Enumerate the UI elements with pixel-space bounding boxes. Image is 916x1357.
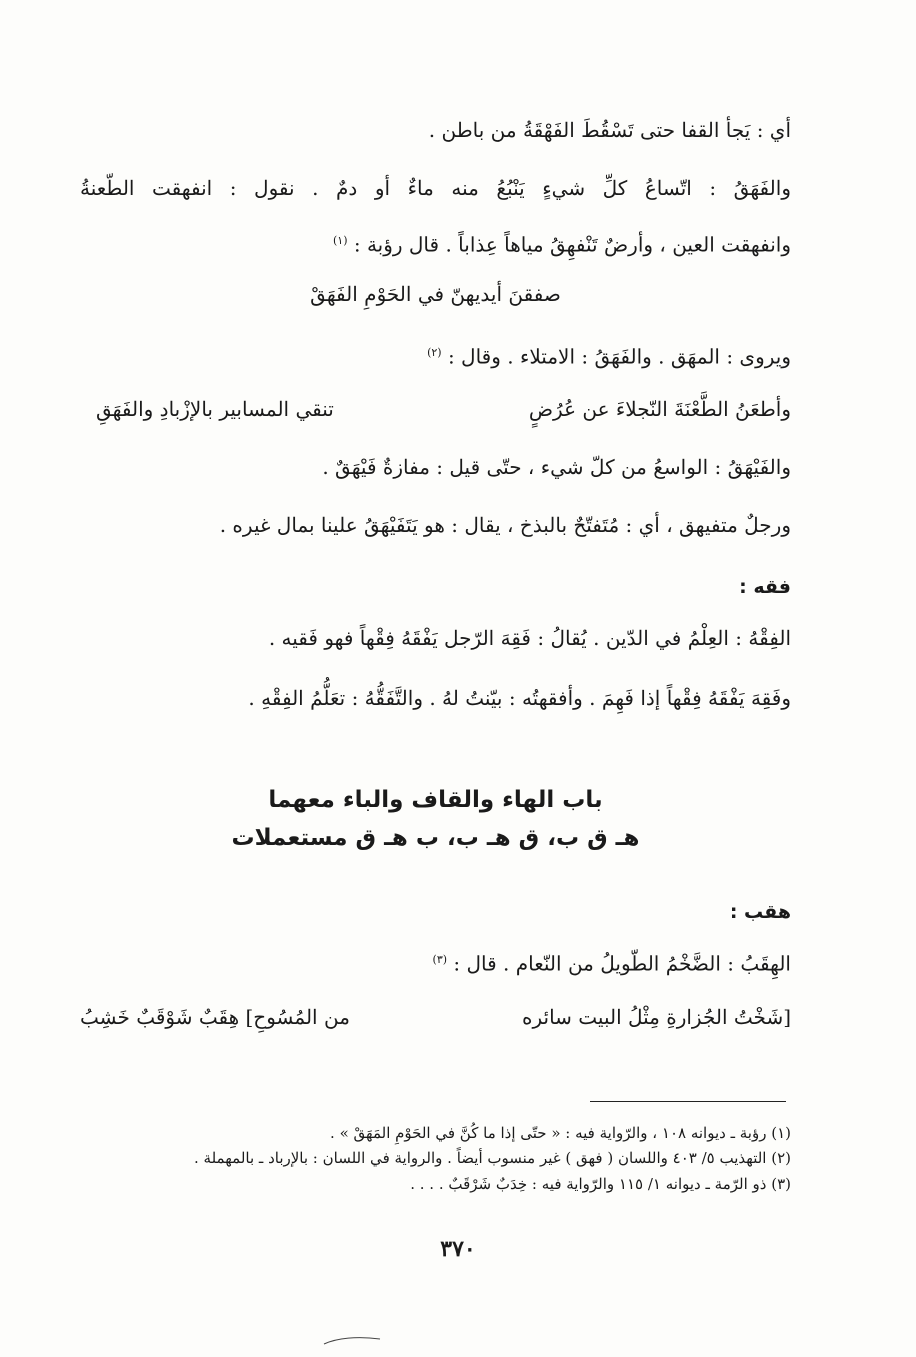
entry-heading-hqb: هقب : xyxy=(729,901,791,923)
verse-hemistich-left: تنقي المسابير بالإزْبادِ والفَهَقِ xyxy=(96,397,334,421)
section-title: باب الهاء والقاف والباء معهما xyxy=(268,787,603,813)
footnote-1: (١) رؤبة ـ ديوانه ١٠٨ ، والرّواية فيه : « حتّى إذا ما كُنَّ في الحَوْمِ المَهَقْ » . xyxy=(330,1124,791,1142)
entry-heading-fqh: فقه : xyxy=(739,576,791,598)
verse2-hemistich-right: [شَخْتُ الجُزارةِ مِثْلُ البيت سائره xyxy=(521,1005,791,1029)
text-line-8: وفَقِهَ يَفْقَهُ فِقْهاً إذا فَهِمَ . وأفقهتُه : بيّنتُ لهُ . والتَّفَقُّهُ : تعَلُّمُ الفِقْهِ . xyxy=(248,686,791,710)
text-line-4: ويروى : المهَق . والفَهَقُ : الامتلاء . وقال : $^{(٢)}$ xyxy=(427,344,791,369)
footnote-ref-2: (٢) xyxy=(427,346,442,359)
verse-hemistich-right: وأطعَنُ الطَّعْنَةَ النّجلاءَ عن عُرُضٍ xyxy=(528,397,791,421)
text-line-9: الهِقَبُ : الضَّخْمُ الطّويلُ من النّعام . قال : $^{(٣)}$ xyxy=(432,951,791,976)
footnote-ref-3: (٣) xyxy=(432,953,448,966)
page-number: ٣٧٠ xyxy=(440,1236,476,1262)
text-line-7: الفِقْهُ : العِلْمُ في الدّين . يُقالُ : فَقِهَ الرّجل يَفْقَهُ فِقْهاً فهو فَقيه . xyxy=(268,626,791,650)
footnote-3: (٣) ذو الرّمة ـ ديوانه ١/ ١١٥ والرّواية فيه : خِدَبٌ شَرْقَبٌ . . . . xyxy=(410,1175,791,1193)
text-line-2: والفَهَقُ : اتّساعُ كلِّ شيءٍ يَنْبُعُ منه ماءٌ أو دمٌ . نقول : انفهقت الطّعنةُ xyxy=(80,176,791,200)
verse2-hemistich-left: من المُسُوحِ] هِقَبٌ شَوْقَبٌ خَشِبُ xyxy=(80,1005,350,1029)
footnote-ref-1: (١) xyxy=(332,234,348,247)
verse-line-1: صفقنَ أيديهنّ في الحَوْمِ الفَهَقْ xyxy=(310,282,561,306)
text-line-1: أي : يَجأ القفا حتى تَسْقُطَ الفَهْقَةُ من باطن . xyxy=(428,118,791,142)
section-subtitle: هـ ق ب، ق هـ ب، ب هـ ق مستعملات xyxy=(231,825,640,851)
text-line-3: وانفهقت العين ، وأرضٌ تَنْفهِقُ مياهاً عِذاباً . قال رؤبة : $^{(١)}$ xyxy=(332,232,791,257)
text-line-6: ورجلٌ متفيهق ، أي : مُتَفتّحٌ بالبذخ ، يقال : هو يَتَفَيْهَقُ علينا بمال غيره . xyxy=(219,513,791,537)
text-line-5: والفَيْهَقُ : الواسعُ من كلّ شيء ، حتّى قيل : مفازةٌ فَيْهَقٌ . xyxy=(322,455,791,479)
footnote-2: (٢) التهذيب ٥/ ٤٠٣ واللسان ( فهق ) غير منسوب أيضاً . والرواية في اللسان : بالإرباد ـ بالمهملة . xyxy=(194,1149,791,1167)
pen-mark xyxy=(322,1334,382,1348)
footnote-divider xyxy=(590,1101,786,1102)
